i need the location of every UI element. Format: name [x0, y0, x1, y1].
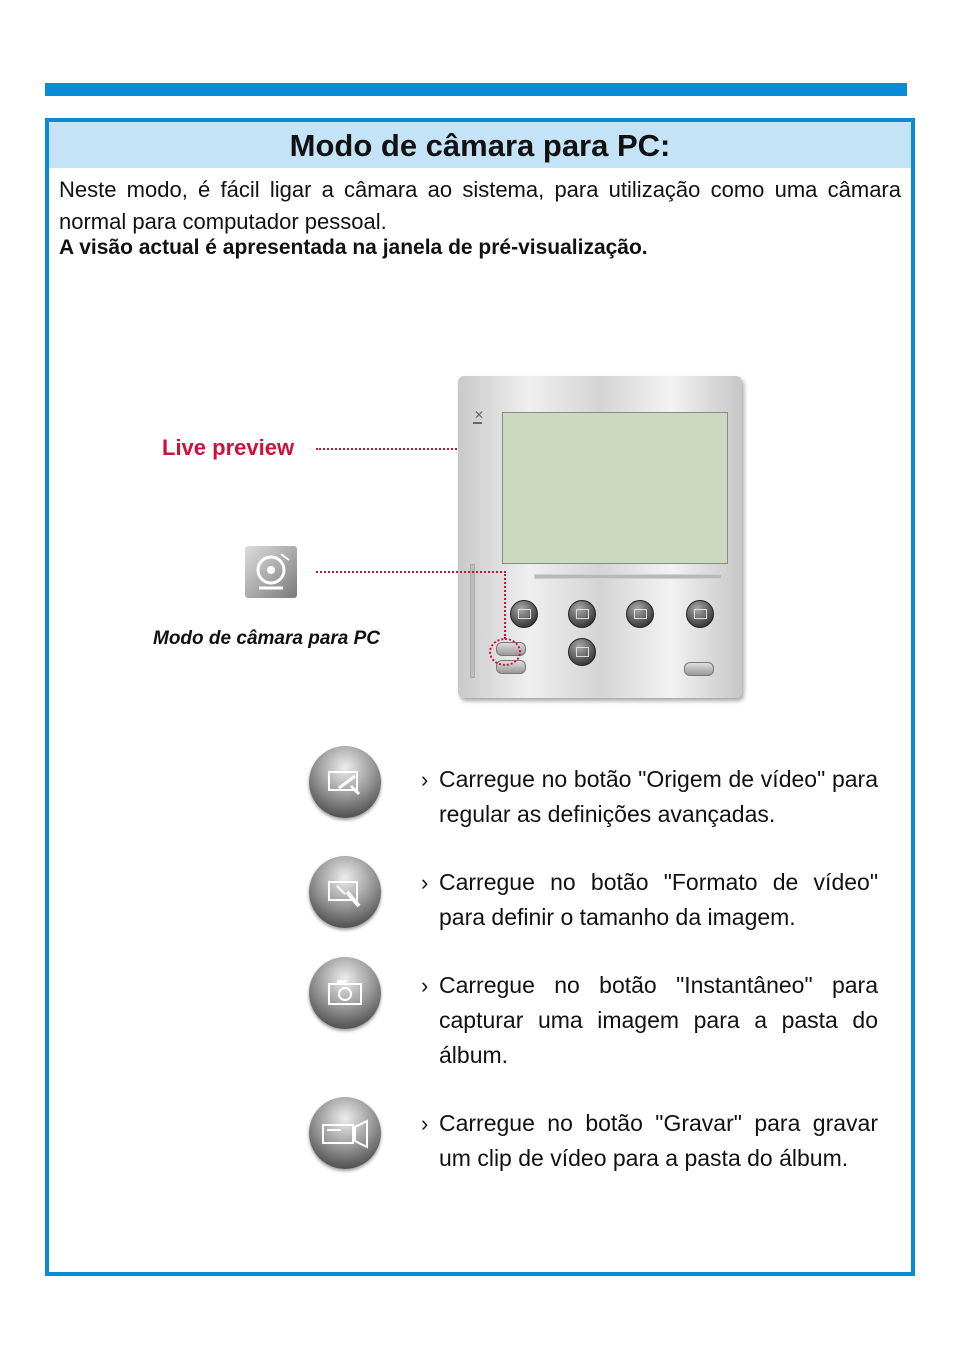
video-source-button[interactable] [626, 600, 654, 628]
chevron-right-icon: › [421, 870, 429, 895]
pc-camera-mode-label: Modo de câmara para PC [153, 628, 381, 649]
video-format-icon [309, 856, 381, 928]
instruction-text: Carregue no botão "Instantâneo" para capturar uma imagem para a pasta do álbum. [439, 972, 878, 1068]
live-preview-screen [502, 412, 728, 564]
progress-track [534, 574, 722, 579]
instruction-text: Carregue no botão "Gravar" para gravar um clip de vídeo para a pasta do álbum. [439, 1110, 878, 1171]
record-button[interactable] [568, 600, 596, 628]
live-preview-label: Live preview [162, 435, 295, 460]
zoom-slider[interactable] [470, 564, 475, 678]
close-icon[interactable]: ✕ [474, 408, 485, 422]
header-rule [45, 83, 907, 96]
camera-mode-leader-line-vertical [504, 571, 506, 639]
instruction-text: Carregue no botão "Formato de vídeo" para definir o tamanho da imagem. [439, 869, 878, 930]
snapshot-button[interactable] [510, 600, 538, 628]
chevron-right-icon: › [421, 973, 429, 998]
section-title: Modo de câmara para PC: [289, 128, 671, 163]
exit-button[interactable] [684, 662, 714, 676]
intro-paragraph: Neste modo, é fácil ligar a câmara ao sistema, para utilização como uma câmara normal para computador pessoal. [59, 177, 901, 234]
camera-mode-highlight-circle [489, 638, 521, 666]
video-source-icon [309, 746, 381, 818]
video-format-button[interactable] [686, 600, 714, 628]
settings-button[interactable] [568, 638, 596, 666]
snapshot-camera-icon [309, 957, 381, 1029]
content-frame [45, 118, 915, 1276]
instruction-text: Carregue no botão "Origem de vídeo" para regular as definições avançadas. [439, 766, 878, 827]
pc-camera-mode-icon [245, 546, 297, 598]
camera-mode-leader-line [316, 571, 506, 573]
chevron-right-icon: › [421, 1111, 429, 1136]
chevron-right-icon: › [421, 767, 429, 792]
minimize-icon[interactable] [473, 422, 482, 424]
record-video-icon [309, 1097, 381, 1169]
intro-bold-line: A visão actual é apresentada na janela de pré-visualização. [59, 236, 648, 259]
